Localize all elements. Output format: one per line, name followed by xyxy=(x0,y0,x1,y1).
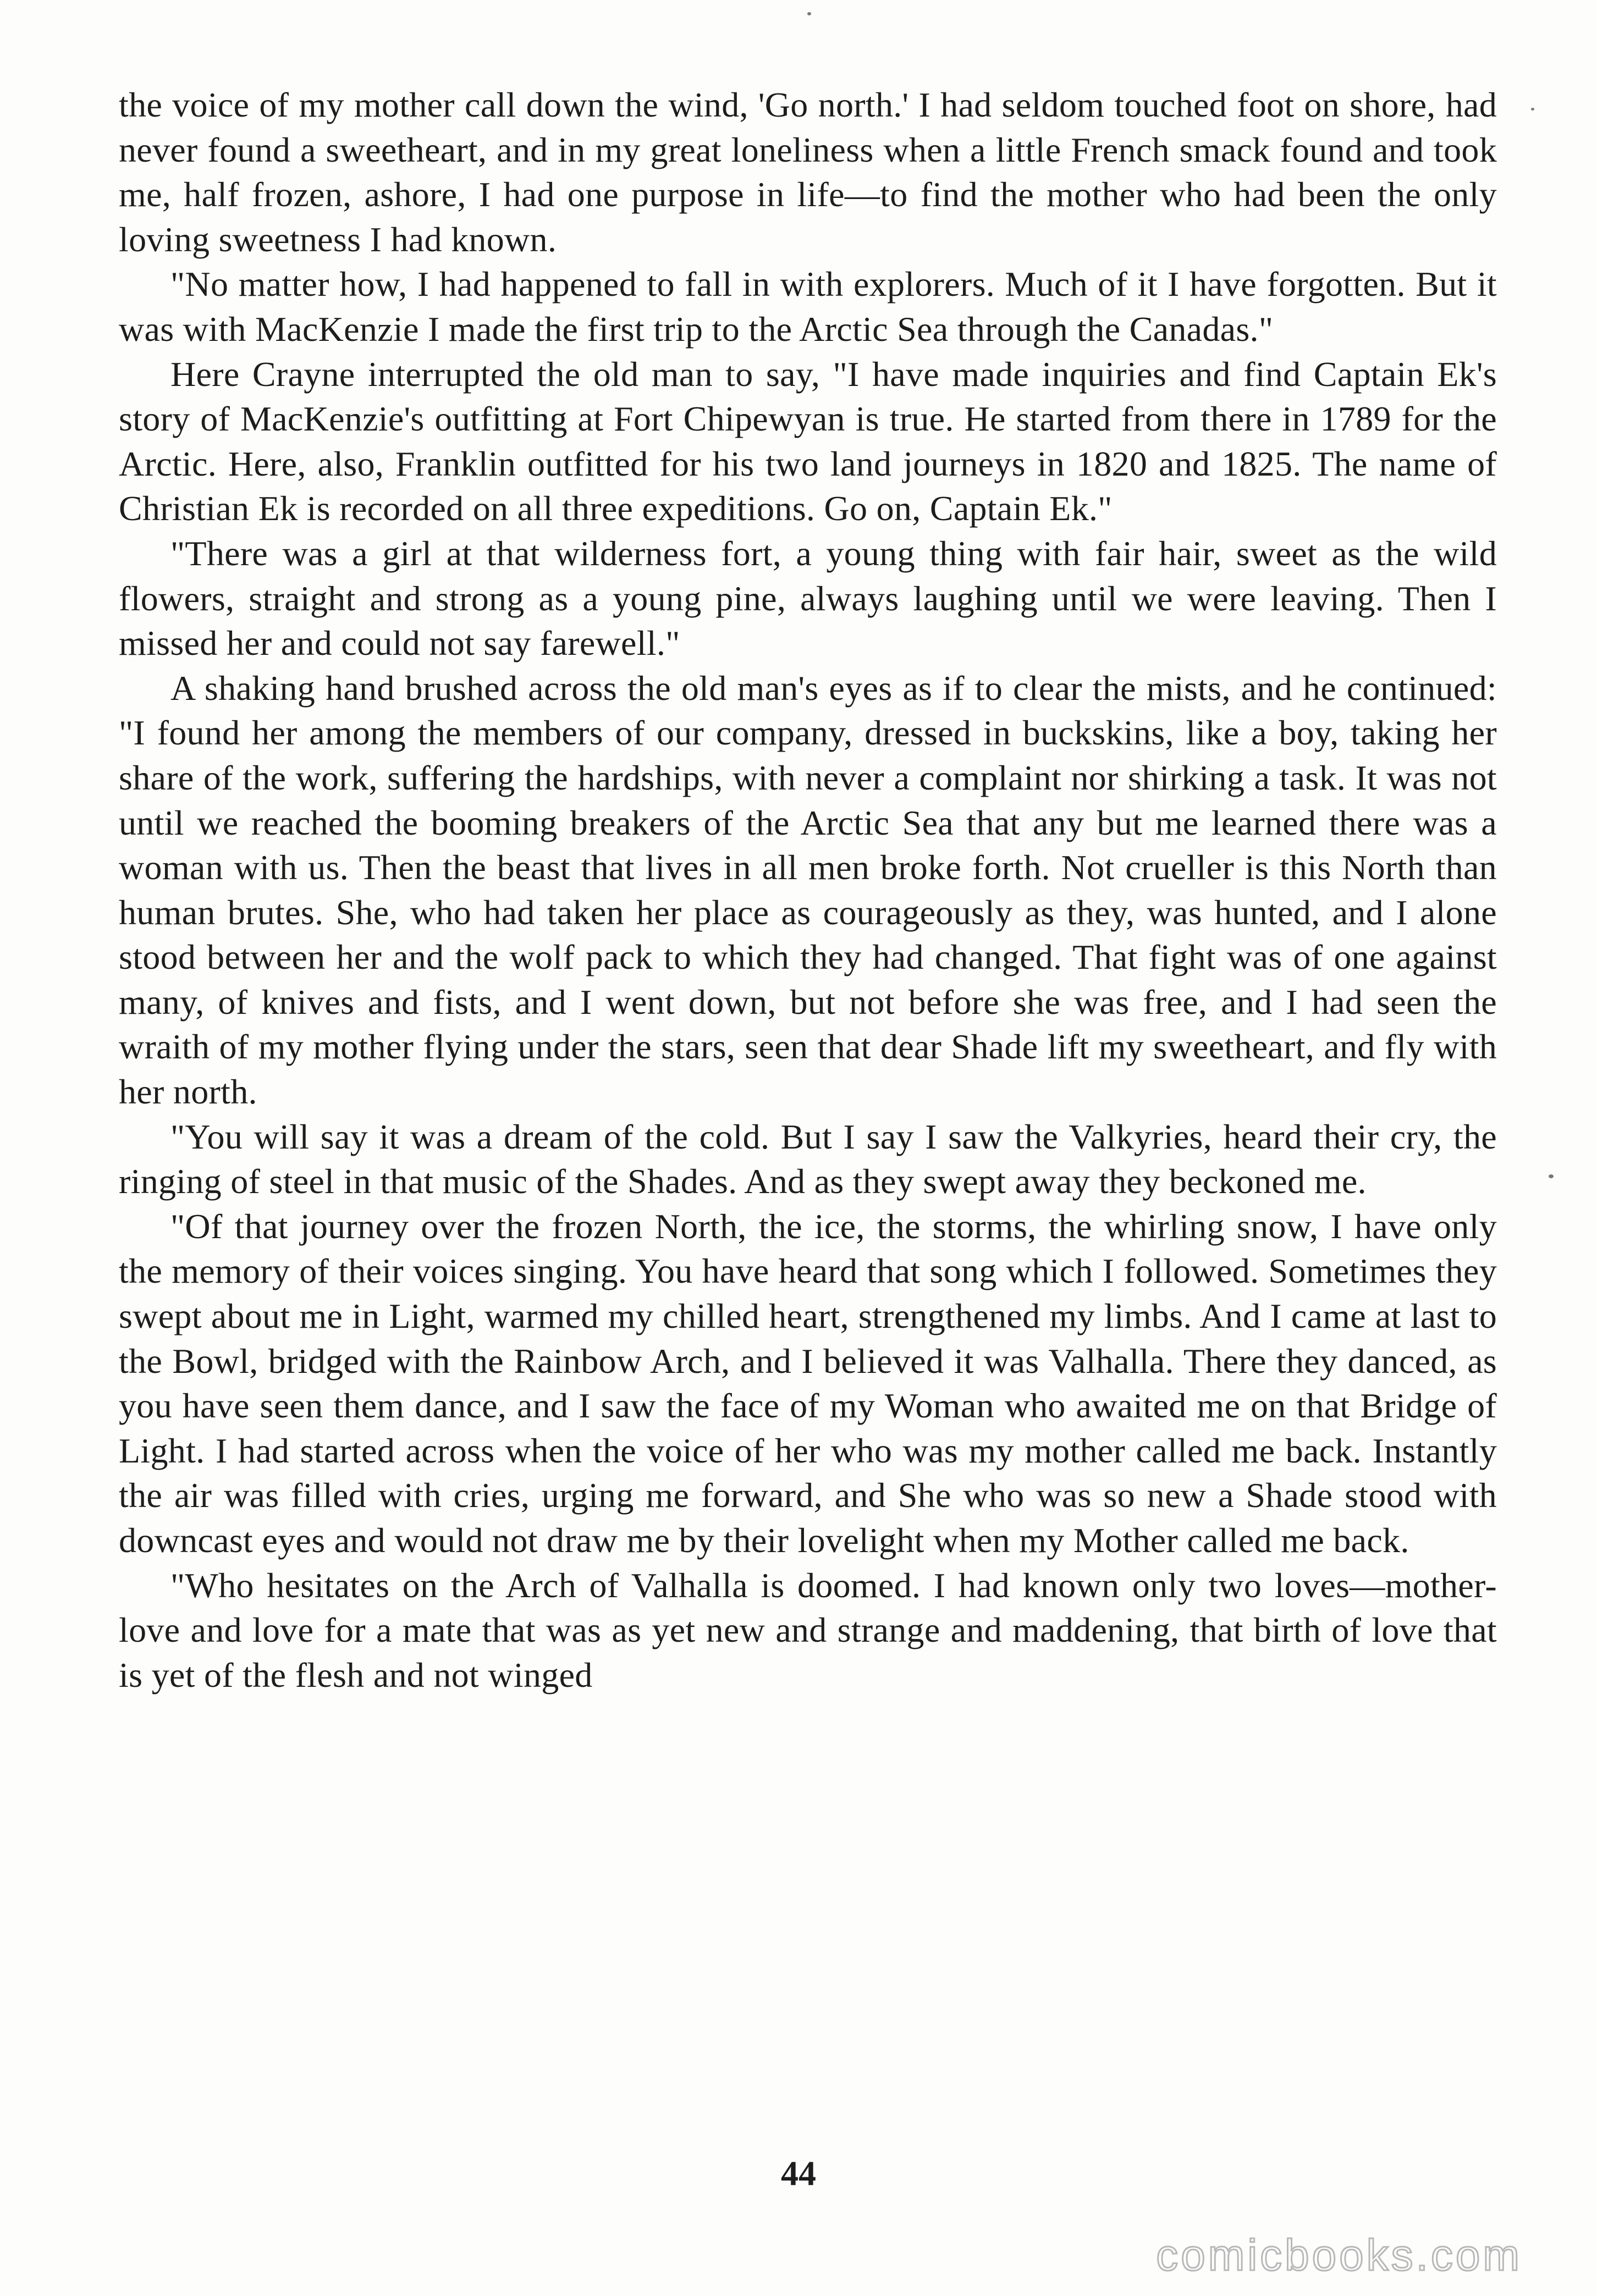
print-speck xyxy=(807,12,811,15)
watermark: comicbooks.com xyxy=(1156,2231,1522,2280)
paragraph-8: "Who hesitates on the Arch of Valhalla is doomed. I had known only two loves—mother-love and love for a mate that was as yet new and strange and maddening, that birth of love that is yet of the flesh and not winged xyxy=(119,1565,1497,1695)
paragraph-5: A shaking hand brushed across the old man's eyes as if to clear the mists, and he continued: "I found her among the members of our company, dressed in buckskins, like a boy, taking her share of the work, suffering the hardships, with never a complaint nor shirking a task. It was not until we reached the booming breakers of the Arctic Sea that any but me learned there was a woman with us. Then the beast that lives in all men broke forth. Not crueller is this North than human brutes. She, who had taken her place as courageously as they, was hunted, and I alone stood between her and the wolf pack to which they had changed. That fight was of one against many, of knives and fists, and I went down, but not before she was free, and I had seen the wraith of my mother flying under the stars, seen that dear Shade lift my sweetheart, and fly with her north. xyxy=(119,668,1497,1112)
paragraph-2: "No matter how, I had happened to fall in with explorers. Much of it I have forgotten. But it was with MacKenzie I made the first trip to the Arctic Sea through the Canadas." xyxy=(119,264,1497,349)
page-number: 44 xyxy=(781,2154,816,2193)
print-speck xyxy=(1531,108,1534,111)
paragraph-3: Here Crayne interrupted the old man to say, "I have made inquiries and find Captain Ek's story of MacKenzie's outfitting at Fort Chipewyan is true. He started from there in 1789 for the Arctic. Here, also, Franklin outfitted for his two land journeys in 1820 and 1825. The name of Christian Ek is recorded on all three expeditions. Go on, Captain Ek." xyxy=(119,354,1497,528)
paragraph-1: the voice of my mother call down the wind, 'Go north.' I had seldom touched foot on shore, had never found a sweetheart, and in my great loneliness when a little French smack found and took me, half frozen, ashore, I had one purpose in life—to find the mother who had been the only loving sweetness I had known. xyxy=(119,85,1497,259)
paragraph-6: "You will say it was a dream of the cold. But I say I saw the Valkyries, heard their cry, the ringing of steel in that music of the Shades. And as they swept away they beckoned me. xyxy=(119,1117,1497,1201)
paragraph-7: "Of that journey over the frozen North, the ice, the storms, the whirling snow, I have only the memory of their voices singing. You have heard that song which I followed. Sometimes they swept about me in Light, warmed my chilled heart, strengthened my limbs. And I came at last to the Bowl, bridged with the Rainbow Arch, and I believed it was Valhalla. There they danced, as you have seen them dance, and I saw the face of my Woman who awaited me on that Bridge of Light. I had started across when the voice of her who was my mother called me back. Instantly the air was filled with cries, urging me forward, and She who was so new a Shade stood with downcast eyes and would not draw me by their lovelight when my Mother called me back. xyxy=(119,1206,1497,1560)
paragraph-4: "There was a girl at that wilderness fort, a young thing with fair hair, sweet as the wild flowers, straight and strong as a young pine, always laughing until we were leaving. Then I missed her and could not say farewell." xyxy=(119,533,1497,663)
page-body-text xyxy=(119,82,1497,1697)
print-speck xyxy=(1549,1174,1554,1178)
